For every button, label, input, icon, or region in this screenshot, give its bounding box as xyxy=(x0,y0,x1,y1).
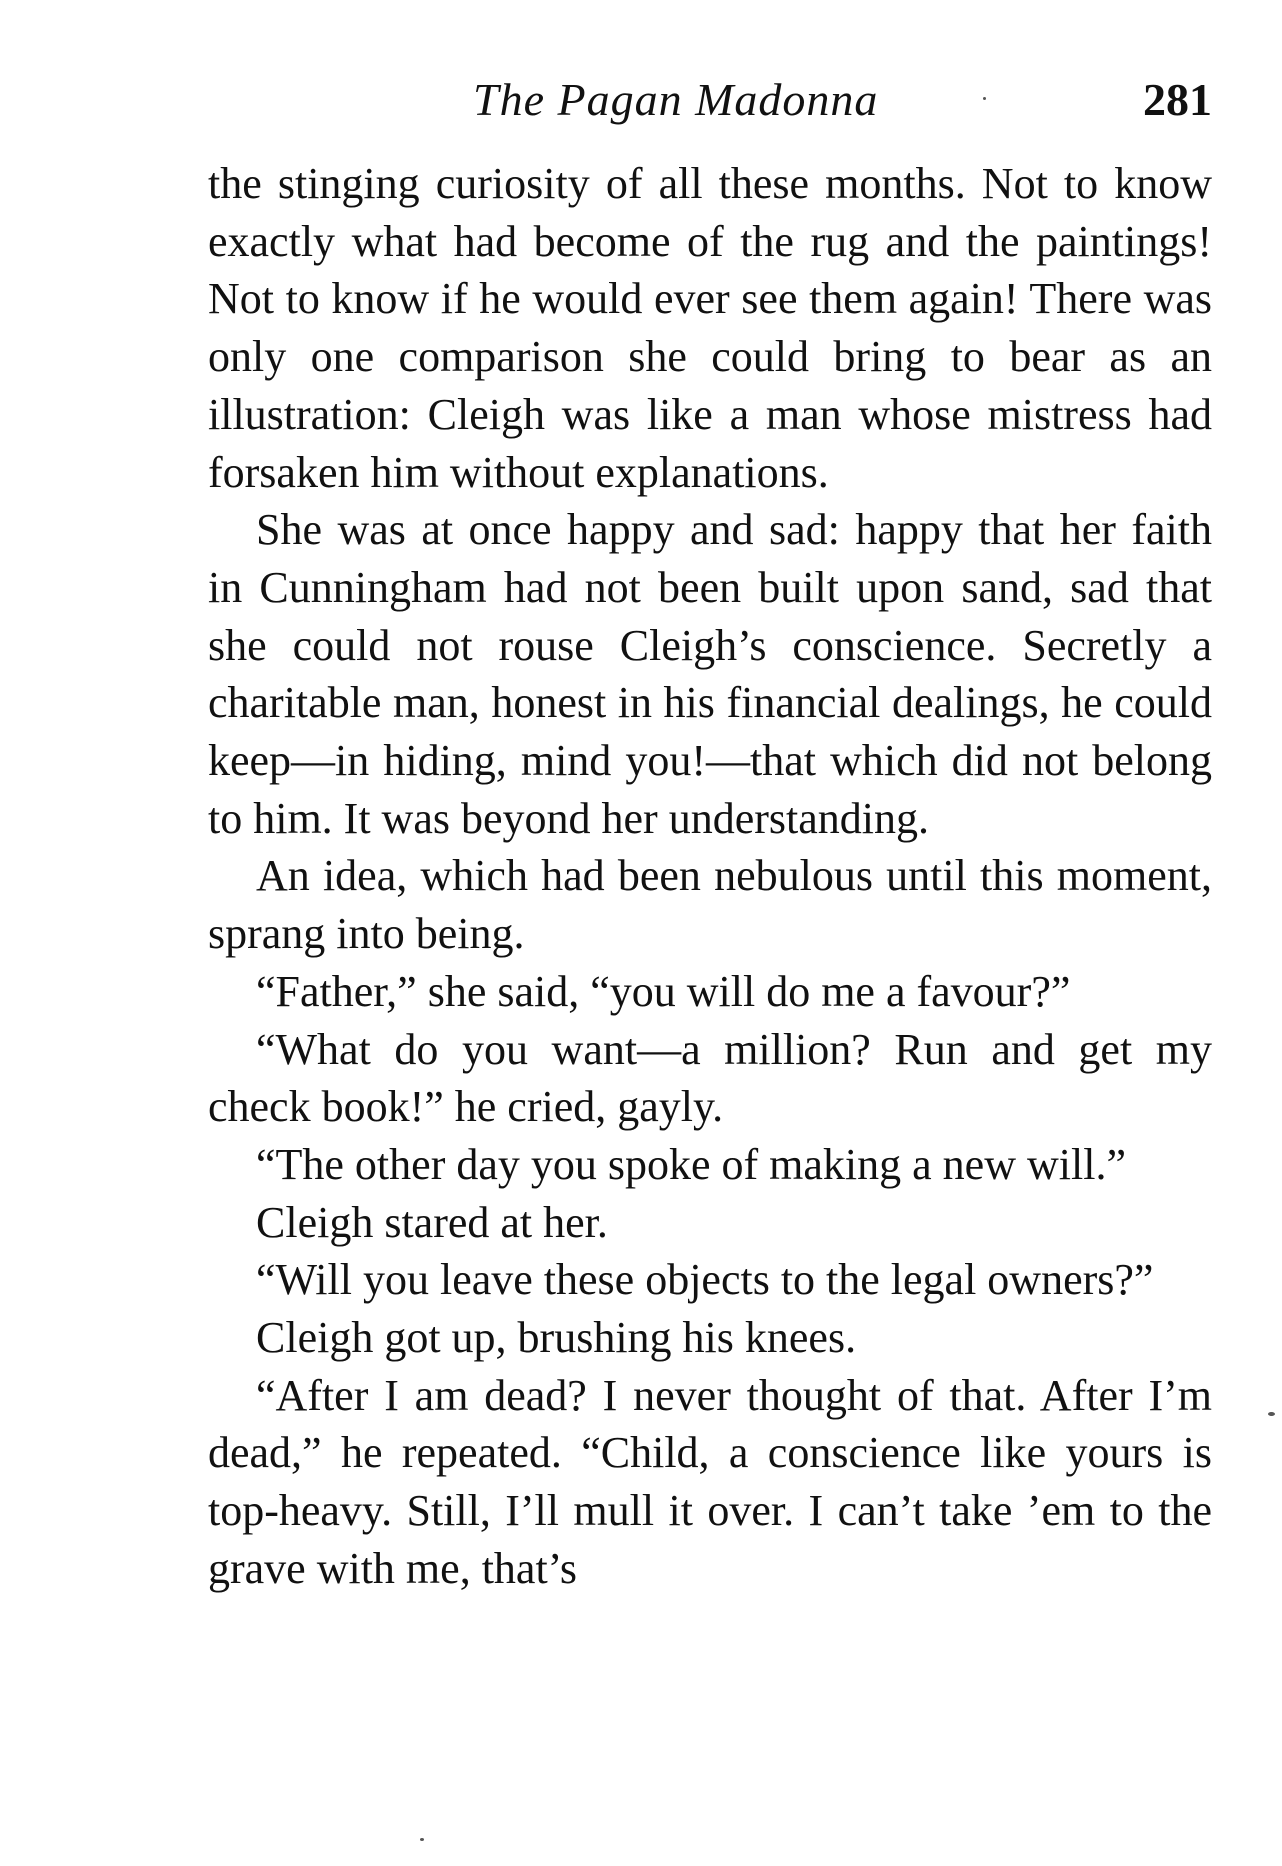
running-title: The Pagan Madonna xyxy=(473,74,879,125)
paragraph: An idea, which had been nebulous until this moment, sprang into being. xyxy=(208,851,1212,959)
dialogue-paragraph: “After I am dead? I never thought of that. After I’m dead,” he repeated. “Child, a conscience like yours is top-heavy. Still, I’ll mull it over. I can’t take ’em to the grave with me, that’s xyxy=(208,1370,1212,1593)
paragraph: Cleigh got up, brushing his knees. xyxy=(256,1313,857,1363)
paragraph: She was at once happy and sad: happy that her faith in Cunningham had not been built upon sand, sad that she could not rouse Cleigh’s conscience. Secretly a charitable man, honest in his financial dealings, he could keep—in hiding, mind you!—that which did not belong to him. It was beyond her understanding. xyxy=(208,505,1212,843)
print-speck xyxy=(420,1838,424,1841)
body-text xyxy=(208,155,1212,1598)
dialogue-paragraph: “Will you leave these objects to the legal owners?” xyxy=(256,1255,1154,1305)
print-speck xyxy=(983,97,986,100)
print-speck xyxy=(1268,1412,1275,1416)
paragraph-continuation: the stinging curiosity of all these months. Not to know exactly what had become of the rug and the paintings! Not to know if he would ever see them again! There was only one comparison she could bring to bear as an illustration: Cleigh was like a man whose mistress had forsaken him without explanations. xyxy=(208,159,1212,497)
dialogue-paragraph: “Father,” she said, “you will do me a favour?” xyxy=(256,966,1071,1016)
dialogue-paragraph: “The other day you spoke of making a new will.” xyxy=(256,1139,1126,1189)
page-number: 281 xyxy=(1143,74,1212,125)
running-header xyxy=(208,70,1212,130)
dialogue-paragraph: “What do you want—a million? Run and get my check book!” he cried, gayly. xyxy=(208,1024,1212,1132)
paragraph: Cleigh stared at her. xyxy=(256,1197,608,1247)
